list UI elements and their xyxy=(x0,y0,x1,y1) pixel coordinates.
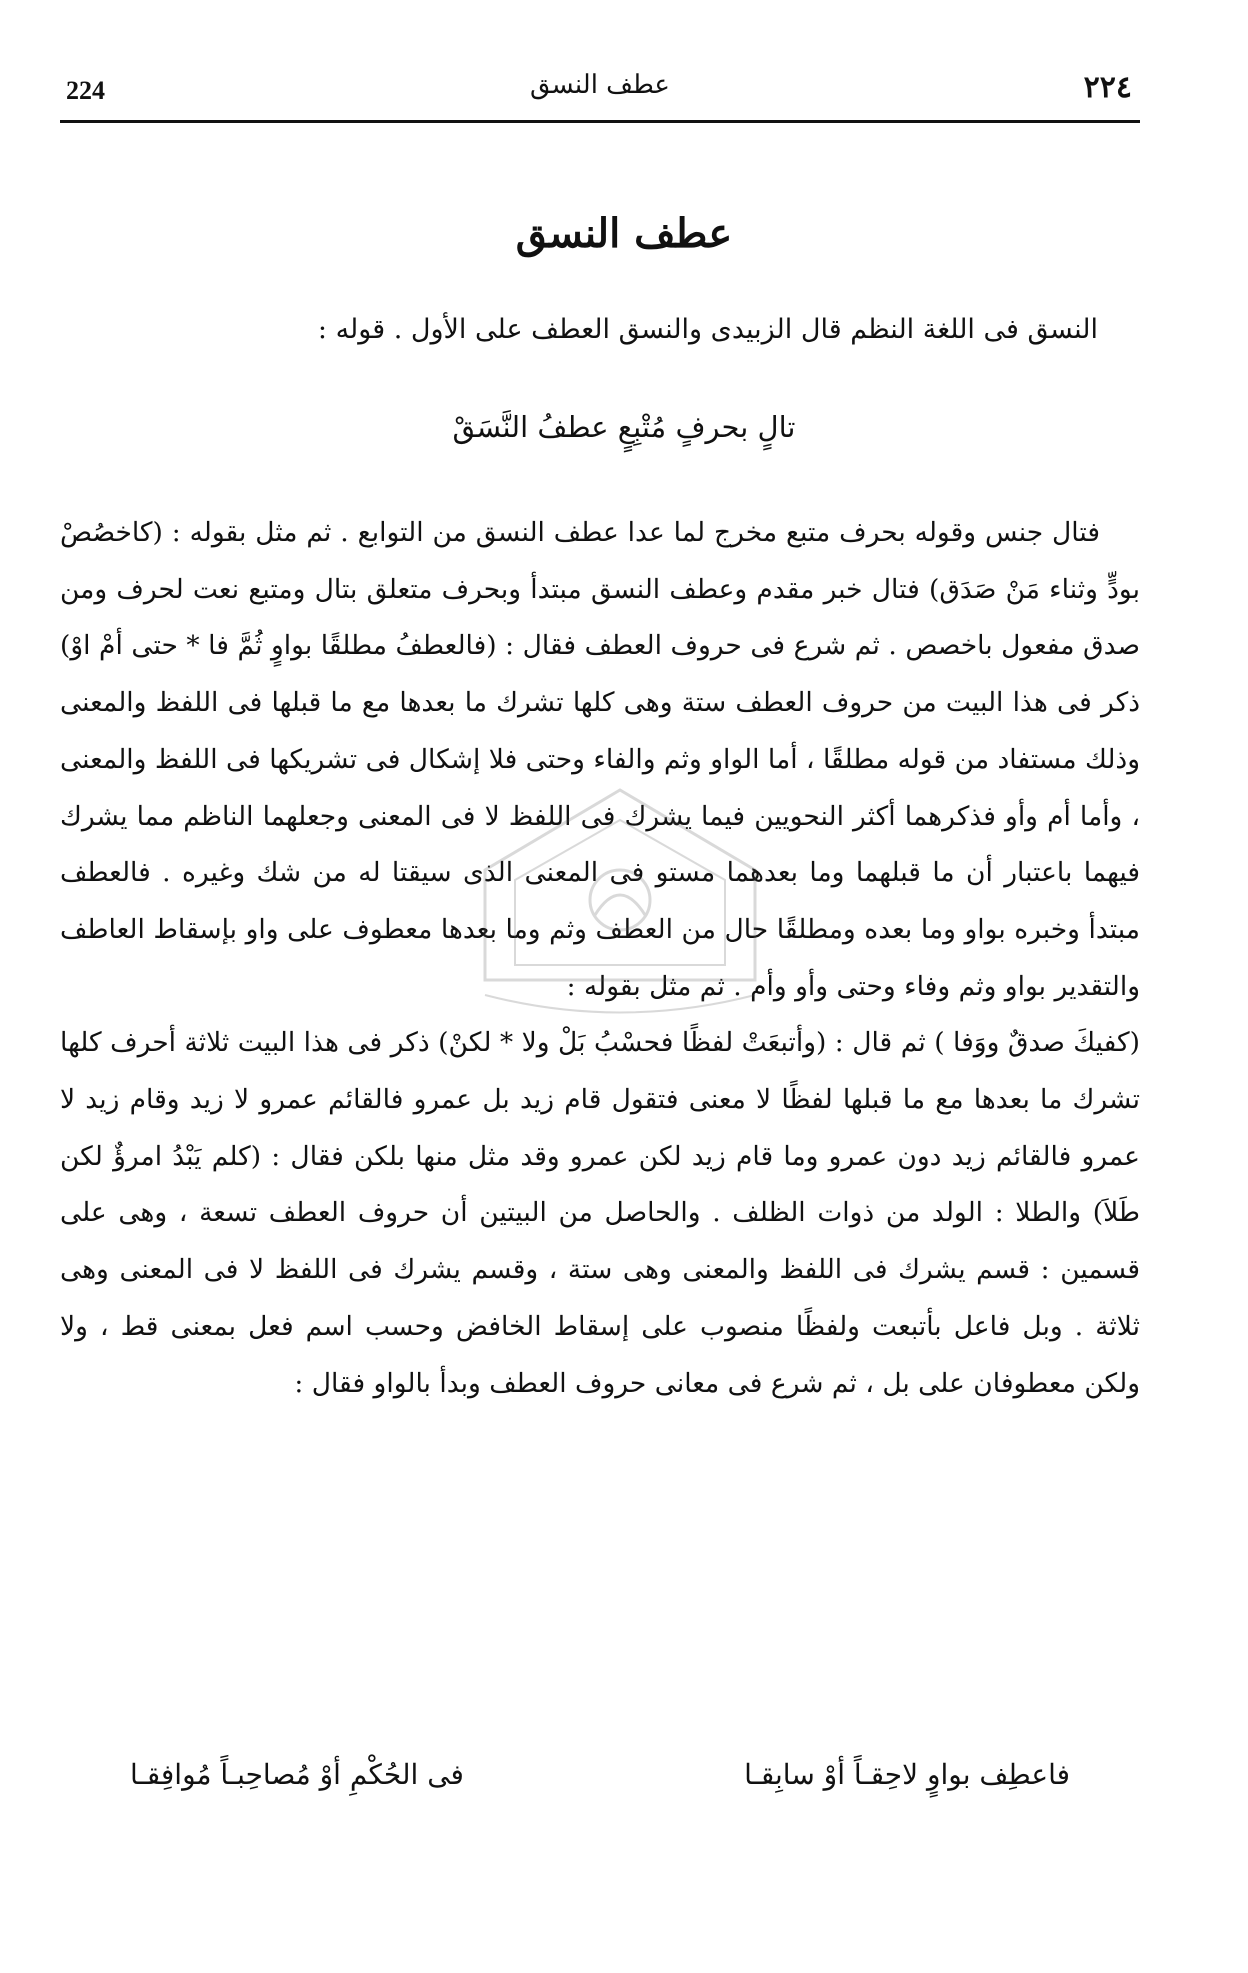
final-verse xyxy=(60,1758,1140,1808)
page-number-arabic: ٢٢٤ xyxy=(1083,70,1132,105)
running-title: عطف النسق xyxy=(530,70,670,100)
paragraph: فتال جنس وقوله بحرف متبع مخرج لما عدا عطف النسق من التوابع . ثم مثل بقوله : (كاخصُصْ بودٍّ وثناء مَنْ صَدَق) فتال خبر مقدم وعطف النسق مبتدأ وبحرف متعلق بتال ومتبع نعت لحرف ومن صدق مفعول باخصص . ثم شرع فى حروف العطف فقال : (فالعطفُ مطلقًا بواوٍ ثُمَّ فا * حتى أمْ اوْ) ذكر فى هذا البيت من حروف العطف ستة وهى كلها تشرك ما بعدها مع ما قبلها فى اللفظ والمعنى وذلك مستفاد من قوله مطلقًا ، أما الواو وثم والفاء وحتى فلا إشكال فى تشريكها فى اللفظ والمعنى ، وأما أم وأو فذكرهما أكثر النحويين فيما يشرك فى اللفظ لا فى المعنى وجعلهما الناظم مما يشرك فيهما باعتبار أن ما قبلهما وما بعدهما مستو فى المعنى الذى سيقتا له من شك وغيره . فالعطف مبتدأ وخبره بواو وما بعده ومطلقًا حال من العطف وثم وما بعدها معطوف على واو بإسقاط العاطف والتقدير بواو وثم وفاء وحتى وأو وأم . ثم مثل بقوله : xyxy=(60,517,1140,1002)
body-text xyxy=(60,505,1140,1412)
page-number-latin: 224 xyxy=(66,76,105,105)
first-hemistich: فاعطِف بواوٍ لاحِقـاً أوْ سابِقـا xyxy=(744,1758,1070,1791)
intro-line: النسق فى اللغة النظم قال الزبيدى والنسق العطف على الأول . قوله : xyxy=(317,314,1098,345)
running-header xyxy=(60,60,1140,123)
verse-line: تالٍ بحرفٍ مُتْبِعٍ عطفُ النَّسَقْ xyxy=(452,410,796,444)
paragraph: (كفيكَ صدقٌ ووَفا ) ثم قال : (وأتبعَتْ لفظًا فحسْبُ بَلْ ولا * لكنْ) ذكر فى هذا البيت ثلاثة أحرف كلها تشرك ما بعدها مع ما قبلها لفظًا لا معنى فتقول قام زيد بل عمرو فالقائم عمرو لا زيد وقام زيد لا عمرو فالقائم زيد دون عمرو وما قام زيد لكن عمرو وقد مثل منها بلكن فقال : (كلم يَبْدُ امرؤٌ لكن طَلاَ) والطلا : الولد من ذوات الظلف . والحاصل من البيتين أن حروف العطف تسعة ، وهى على قسمين : قسم يشرك فى اللفظ والمعنى وهى ستة ، وقسم يشرك فى اللفظ لا فى المعنى وهى ثلاثة . وبل فاعل بأتبعت ولفظًا منصوب على إسقاط الخافض وحسب اسم فعل بمعنى قط ، ولا ولكن معطوفان على بل ، ثم شرع فى معانى حروف العطف وبدأ بالواو فقال : xyxy=(60,1027,1140,1399)
second-hemistich: فى الحُكْمِ أوْ مُصاحِبـاً مُوافِقـا xyxy=(130,1758,464,1791)
chapter-title: عطف النسق xyxy=(515,210,733,257)
